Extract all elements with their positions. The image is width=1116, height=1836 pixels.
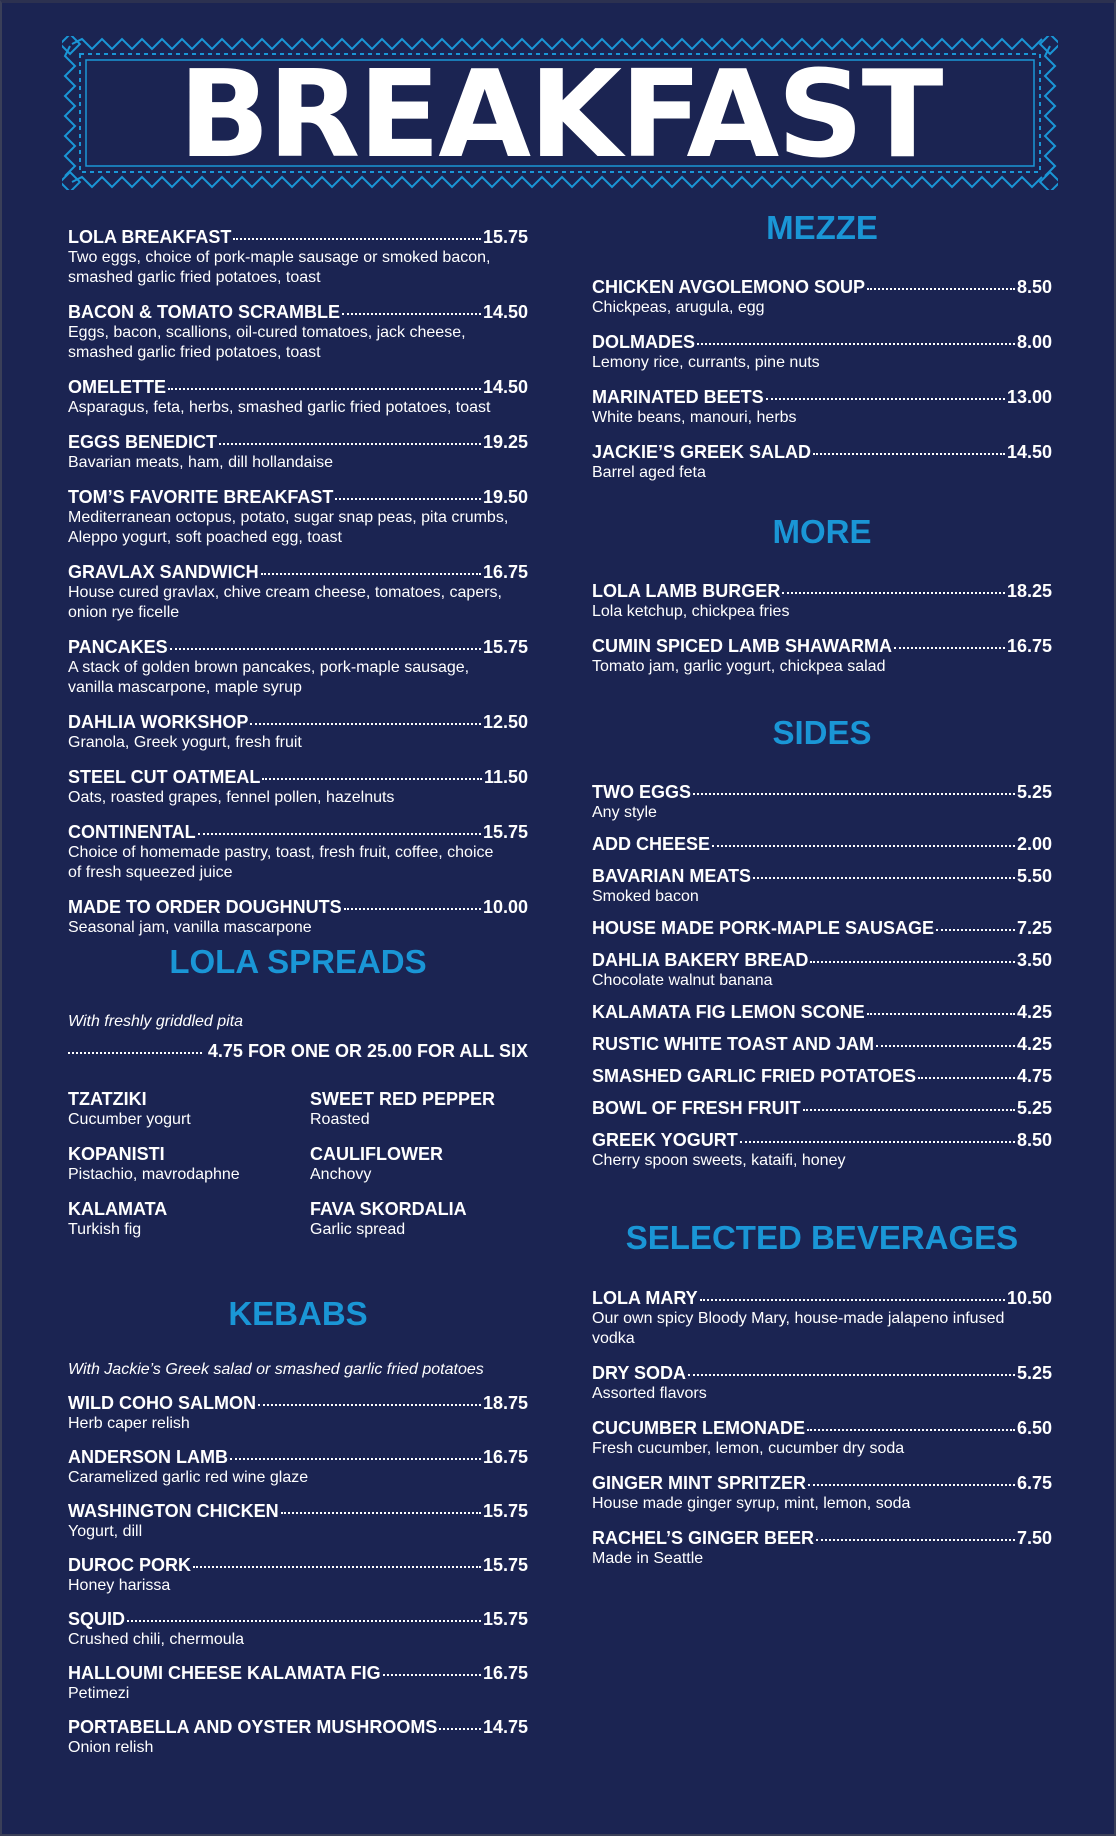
menu-item-price: 6.75 [1016,1473,1052,1493]
dot-leader [168,376,481,390]
dot-leader [810,949,1015,963]
spread-description: Roasted [310,1111,370,1128]
menu-item [592,865,1052,907]
menu-item-header [592,833,1052,855]
dot-leader [261,561,481,575]
menu-item-description: Granola, Greek yogurt, fresh fruit [68,734,302,751]
dot-leader [894,635,1005,649]
spread-name: FAVA SKORDALIA [310,1199,467,1219]
beverages-title: SELECTED BEVERAGES [625,1219,1019,1256]
menu-item-header [592,1362,1052,1384]
spread-item [68,1198,310,1240]
mezze-list [592,276,1052,496]
spread-description: Anchovy [310,1166,372,1183]
spread-description: Pistachio, mavrodaphne [68,1166,240,1183]
menu-item-name: WILD COHO SALMON [68,1393,256,1413]
menu-item-price: 5.50 [1016,866,1052,886]
menu-item [68,1662,528,1704]
header-banner [62,36,1058,190]
page-title: BREAKFAST [178,46,942,185]
spread-item [310,1088,528,1130]
menu-item-header [68,1500,528,1522]
menu-item [68,766,528,808]
dot-leader [782,580,1005,594]
menu-item-price: 15.75 [482,227,528,247]
menu-item [68,636,528,698]
menu-item-name: CUMIN SPICED LAMB SHAWARMA [592,636,892,656]
menu-item-name: CONTINENTAL [68,822,196,842]
menu-item [68,1446,528,1488]
menu-item-name: PORTABELLA AND OYSTER MUSHROOMS [68,1717,438,1737]
menu-item-name: EGGS BENEDICT [68,432,218,452]
dot-leader [258,1392,481,1406]
sides-list [592,781,1052,1171]
dot-leader [230,1446,481,1460]
spread-name: KOPANISTI [68,1144,165,1164]
menu-item-description: Crushed chili, chermoula [68,1631,245,1648]
menu-item-header [592,441,1052,463]
menu-item-header [68,486,528,508]
menu-item-price: 16.75 [482,562,528,582]
dot-leader [700,1287,1005,1301]
menu-item-name: DRY SODA [592,1363,687,1383]
menu-item-description: Assorted flavors [592,1385,707,1402]
menu-item-description: Yogurt, dill [68,1523,143,1540]
menu-item-description: Barrel aged feta [592,464,706,481]
menu-item-price: 12.50 [482,712,528,732]
menu-item [68,431,528,473]
more-title: MORE [772,513,872,550]
spread-description: Turkish fig [68,1221,142,1238]
menu-item-price: 5.25 [1016,1363,1052,1383]
dot-leader [740,1129,1015,1143]
dot-leader [813,441,1005,455]
menu-item-description: House made ginger syrup, mint, lemon, soda [592,1495,911,1512]
frame-corner-diamond [62,36,80,54]
menu-item-header [592,1065,1052,1087]
menu-item [592,1417,1052,1459]
spreads-price-text: 4.75 FOR ONE OR 25.00 FOR ALL SIX [207,1041,528,1061]
dot-leader [867,1001,1015,1015]
menu-item-description: Oats, roasted grapes, fennel pollen, hazelnuts [68,789,395,806]
menu-item-header [592,781,1052,803]
menu-item-description: Bavarian meats, ham, dill hollandaise [68,454,334,471]
menu-item-price: 14.50 [1006,442,1052,462]
menu-item-price: 19.50 [482,487,528,507]
menu-item-description: smashed garlic fried potatoes, toast [68,344,321,361]
menu-item-header [68,1716,528,1738]
menu-item-name: KALAMATA FIG LEMON SCONE [592,1002,865,1022]
dot-leader [193,1554,481,1568]
dot-leader [68,1040,202,1054]
kebabs-title: KEBABS [228,1295,368,1332]
menu-item-description: Asparagus, feta, herbs, smashed garlic fried potatoes, toast [68,399,491,416]
menu-item-price: 8.00 [1016,332,1052,352]
dot-leader [803,1097,1015,1111]
menu-item-price: 14.50 [482,377,528,397]
menu-item-header [592,1097,1052,1119]
spread-item [310,1198,528,1240]
dot-leader [342,301,481,315]
menu-item [68,376,528,418]
menu-item-header [592,386,1052,408]
menu-item-header [592,1527,1052,1549]
menu-item-header [592,1001,1052,1023]
dot-leader [335,486,481,500]
menu-item [68,1392,528,1434]
menu-item-description: Fresh cucumber, lemon, cucumber dry soda [592,1440,905,1457]
menu-item [68,711,528,753]
menu-item-price: 4.75 [1016,1066,1052,1086]
menu-item-name: STEEL CUT OATMEAL [68,767,261,787]
dot-leader [262,766,482,780]
menu-item-description: Chickpeas, arugula, egg [592,299,765,316]
menu-item-price: 15.75 [482,637,528,657]
menu-item-price: 6.50 [1016,1418,1052,1438]
menu-item-description: White beans, manouri, herbs [592,409,797,426]
menu-item-price: 8.50 [1016,1130,1052,1150]
mezze-title: MEZZE [766,209,878,246]
dot-leader [807,1417,1015,1431]
menu-item-description: Lemony rice, currants, pine nuts [592,354,820,371]
more-list [592,580,1052,690]
menu-item-name: RACHEL’S GINGER BEER [592,1528,815,1548]
menu-item [592,276,1052,318]
dot-leader [936,917,1015,931]
menu-item-name: GRAVLAX SANDWICH [68,562,259,582]
menu-item-name: ADD CHEESE [592,834,711,854]
spreads-price-line [68,1040,528,1062]
menu-item-price: 18.25 [1006,581,1052,601]
menu-item-description: Mediterranean octopus, potato, sugar snap peas, pita crumbs, [68,509,509,526]
frame-corner-diamond [62,172,80,190]
menu-item-description: vanilla mascarpone, maple syrup [68,679,302,696]
menu-item [592,781,1052,823]
menu-item [592,1287,1052,1349]
menu-item-description: Eggs, bacon, scallions, oil-cured tomatoes, jack cheese, [68,324,466,341]
menu-item-description: Cherry spoon sweets, kataifi, honey [592,1152,846,1169]
dot-leader [383,1662,481,1676]
menu-item-name: CHICKEN AVGOLEMONO SOUP [592,277,866,297]
menu-item-price: 16.75 [482,1663,528,1683]
menu-item-header [592,949,1052,971]
dot-leader [693,781,1015,795]
menu-item-price: 4.25 [1016,1002,1052,1022]
menu-item-header [68,636,528,658]
menu-item-name: TWO EGGS [592,782,691,802]
menu-item-header [592,580,1052,602]
menu-item-header [68,766,528,788]
dot-leader [170,636,481,650]
menu-item-header [68,226,528,248]
menu-item [68,821,528,883]
dot-leader [233,226,481,240]
menu-item-description: Two eggs, choice of pork-maple sausage or smoked bacon, [68,249,491,266]
menu-item-description: Aleppo yogurt, soft poached egg, toast [68,529,342,546]
menu-item-price: 15.75 [482,1501,528,1521]
menu-item-description: Made in Seattle [592,1550,704,1567]
dot-leader [816,1527,1015,1541]
menu-item [592,580,1052,622]
menu-item [592,1362,1052,1404]
menu-item-name: PANCAKES [68,637,168,657]
menu-item-name: DUROC PORK [68,1555,192,1575]
menu-item-name: LOLA MARY [592,1288,698,1308]
menu-item-name: LOLA LAMB BURGER [592,581,781,601]
menu-item-price: 13.00 [1006,387,1052,407]
menu-item-price: 15.75 [482,822,528,842]
menu-item-name: HOUSE MADE PORK-MAPLE SAUSAGE [592,918,935,938]
menu-item-name: GREEK YOGURT [592,1130,738,1150]
menu-item-price: 8.50 [1016,277,1052,297]
menu-item-description: Honey harissa [68,1577,171,1594]
spread-name: KALAMATA [68,1199,168,1219]
menu-item-price: 11.50 [483,767,528,787]
menu-item [68,1608,528,1650]
menu-item [592,386,1052,428]
menu-item-header [592,331,1052,353]
menu-item-description: vodka [592,1330,635,1347]
menu-item-price: 7.50 [1016,1528,1052,1548]
menu-item [592,833,1052,855]
dot-leader [127,1608,481,1622]
spread-description: Garlic spread [310,1221,406,1238]
menu-item-description: Seasonal jam, vanilla mascarpone [68,919,312,936]
spread-description: Cucumber yogurt [68,1111,191,1128]
menu-item-name: DAHLIA WORKSHOP [68,712,249,732]
menu-item [592,441,1052,483]
menu-item-header [592,1287,1052,1309]
menu-item-header [68,1608,528,1630]
spread-name: CAULIFLOWER [310,1144,443,1164]
menu-item-name: DAHLIA BAKERY BREAD [592,950,809,970]
menu-item-description: Chocolate walnut banana [592,972,773,989]
menu-item-name: WASHINGTON CHICKEN [68,1501,279,1521]
menu-item-header [592,1417,1052,1439]
menu-item-description: A stack of golden brown pancakes, pork-maple sausage, [68,659,470,676]
dot-leader [198,821,481,835]
dot-leader [766,386,1005,400]
menu-item-name: DOLMADES [592,332,695,352]
menu-item-price: 7.25 [1016,918,1052,938]
menu-item-price: 3.50 [1016,950,1052,970]
menu-item-description: Onion relish [68,1739,154,1756]
menu-item-name: CUCUMBER LEMONADE [592,1418,805,1438]
menu-item-header [592,276,1052,298]
menu-item-description: Petimezi [68,1685,130,1702]
menu-item-price: 19.25 [482,432,528,452]
spread-item [68,1088,310,1130]
menu-item-name: LOLA BREAKFAST [68,227,232,247]
spreads-grid [68,1088,528,1240]
sides-title: SIDES [772,714,872,751]
kebabs-list [68,1392,528,1758]
dot-leader [808,1472,1015,1486]
menu-item-description: Tomato jam, garlic yogurt, chickpea salad [592,658,886,675]
menu-item-header [68,431,528,453]
beverages-list [592,1287,1052,1582]
spreads-title: LOLA SPREADS [169,943,427,980]
menu-item-name: MARINATED BEETS [592,387,764,407]
dot-leader [281,1500,481,1514]
menu-item-header [68,301,528,323]
menu-item [592,331,1052,373]
dot-leader [344,896,481,910]
spread-item [68,1143,310,1185]
menu-item-description: Smoked bacon [592,888,699,905]
kebabs-note: With Jackie’s Greek salad or smashed garlic fried potatoes [68,1361,484,1378]
menu-item [592,917,1052,939]
menu-item-name: OMELETTE [68,377,166,397]
menu-item [68,1554,528,1596]
menu-item-header [68,1554,528,1576]
dot-leader [876,1033,1015,1047]
menu-item-price: 16.75 [482,1447,528,1467]
menu-item-price: 10.50 [1006,1288,1052,1308]
spread-item [310,1143,528,1185]
menu-item-description: Our own spicy Bloody Mary, house-made jalapeno infused [592,1310,1005,1327]
dot-leader [867,276,1015,290]
frame-corner-diamond [1040,36,1058,54]
menu-item-price: 15.75 [482,1609,528,1629]
dot-leader [439,1716,481,1730]
menu-item [68,486,528,548]
menu-item-header [592,1033,1052,1055]
menu-item [68,896,528,938]
menu-item-description: Any style [592,804,657,821]
menu-item-header [68,561,528,583]
menu-item-price: 10.00 [482,897,528,917]
spread-name: SWEET RED PEPPER [310,1089,496,1109]
dot-leader [688,1362,1015,1376]
menu-item-header [68,376,528,398]
menu-item-header [68,896,528,918]
menu-item-price: 16.75 [1006,636,1052,656]
menu-item-name: BOWL OF FRESH FRUIT [592,1098,801,1118]
dot-leader [918,1065,1015,1079]
menu-item [68,226,528,288]
menu-item [68,561,528,623]
menu-item [592,1065,1052,1087]
menu-item-header [68,711,528,733]
breakfast-list [68,226,528,951]
menu-item-price: 14.75 [482,1717,528,1737]
menu-item-name: SQUID [68,1609,126,1629]
menu-item-header [592,1472,1052,1494]
menu-item-header [68,821,528,843]
menu-item-name: MADE TO ORDER DOUGHNUTS [68,897,342,917]
menu-item [68,1500,528,1542]
menu-item-price: 5.25 [1016,782,1052,802]
menu-item [592,1001,1052,1023]
menu-item [592,1033,1052,1055]
menu-item [592,1097,1052,1119]
menu-item-name: RUSTIC WHITE TOAST AND JAM [592,1034,874,1054]
menu-item-price: 2.00 [1016,834,1052,854]
dot-leader [250,711,481,725]
menu-item-name: ANDERSON LAMB [68,1447,228,1467]
menu-item [592,1527,1052,1569]
menu-item-price: 14.50 [482,302,528,322]
menu-item-description: Caramelized garlic red wine glaze [68,1469,309,1486]
menu-item-header [592,1129,1052,1151]
frame-corner-diamond [1040,172,1058,190]
menu-item-header [592,635,1052,657]
menu-item [68,1716,528,1758]
menu-item-description: Lola ketchup, chickpea fries [592,603,790,620]
menu-item-name: HALLOUMI CHEESE KALAMATA FIG [68,1663,381,1683]
menu-item-price: 4.25 [1016,1034,1052,1054]
menu-item [592,949,1052,991]
menu-item-description: Herb caper relish [68,1415,190,1432]
menu-item-name: TOM’S FAVORITE BREAKFAST [68,487,334,507]
menu-item-description: House cured gravlax, chive cream cheese, tomatoes, capers, [68,584,502,601]
menu-item-header [68,1662,528,1684]
menu-item [68,301,528,363]
menu-item [592,1472,1052,1514]
menu-item-price: 5.25 [1016,1098,1052,1118]
menu-item-header [592,917,1052,939]
dot-leader [753,865,1015,879]
menu-item-header [68,1392,528,1414]
menu-item-price: 18.75 [482,1393,528,1413]
dot-leader [219,431,481,445]
spreads-note: With freshly griddled pita [68,1013,244,1030]
dot-leader [712,833,1015,847]
menu-item-name: GINGER MINT SPRITZER [592,1473,807,1493]
menu-item-description: smashed garlic fried potatoes, toast [68,269,321,286]
menu-item-name: SMASHED GARLIC FRIED POTATOES [592,1066,917,1086]
menu-item-header [68,1446,528,1468]
menu-item-description: Choice of homemade pastry, toast, fresh fruit, coffee, choice [68,844,494,861]
menu-item-description: onion rye ficelle [68,604,180,621]
menu-item [592,635,1052,677]
spread-name: TZATZIKI [68,1089,147,1109]
menu-item-description: of fresh squeezed juice [68,864,233,881]
menu-item-header [592,865,1052,887]
menu-item-name: BAVARIAN MEATS [592,866,751,886]
menu-item-name: BACON & TOMATO SCRAMBLE [68,302,340,322]
dot-leader [697,331,1015,345]
menu-item-name: JACKIE’S GREEK SALAD [592,442,812,462]
menu-item-price: 15.75 [482,1555,528,1575]
menu-item [592,1129,1052,1171]
